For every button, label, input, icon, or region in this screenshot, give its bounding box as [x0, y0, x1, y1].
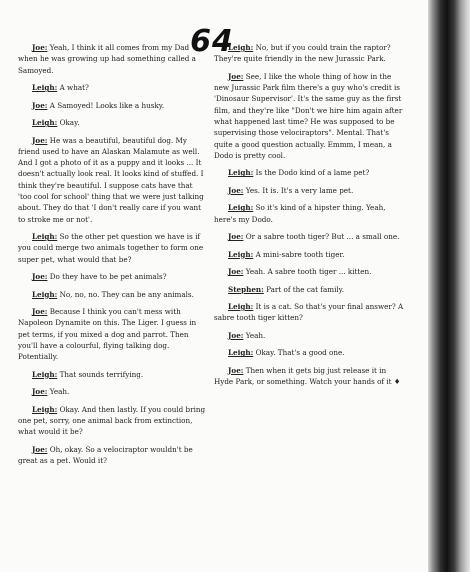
- dialogue-paragraph: [18, 117, 208, 128]
- left-column: [18, 42, 208, 473]
- dialogue-text: That sounds terrifying.: [59, 369, 144, 379]
- dialogue-paragraph: [214, 202, 404, 225]
- dialogue-paragraph: [214, 249, 404, 260]
- dialogue-text: Is the Dodo kind of a lame pet?: [255, 168, 370, 178]
- dialogue-paragraph: [214, 330, 404, 341]
- dialogue-text: Part of the cat family.: [266, 284, 345, 294]
- dialogue-text: Or a sabre tooth tiger? But ... a small one.: [245, 232, 400, 242]
- dialogue-text: Yeah. A sabre tooth tiger ... kitten.: [245, 267, 372, 277]
- speaker-name: Joe:: [228, 232, 244, 242]
- speaker-name: Leigh:: [228, 348, 254, 358]
- speaker-name: Leigh:: [228, 249, 254, 259]
- dialogue-paragraph: [214, 365, 404, 388]
- dialogue-text: Yeah.: [245, 330, 266, 340]
- dialogue-text: No, but if you could train the raptor? They're quite friendly in the new Jurassic Park.: [214, 43, 391, 64]
- speaker-name: Leigh:: [32, 83, 58, 93]
- dialogue-text: Okay. And then lastly. If you could bring one pet, sorry, one animal back from extinction, what would it be?: [18, 404, 206, 437]
- speaker-name: Joe:: [32, 43, 48, 52]
- dialogue-paragraph: [18, 271, 208, 282]
- dialogue-text: Yes. It is. It's a very lame pet.: [245, 185, 354, 195]
- speaker-name: Joe:: [32, 100, 48, 110]
- dialogue-paragraph: [18, 231, 208, 265]
- dialogue-paragraph: [214, 347, 404, 358]
- speaker-name: Stephen:: [228, 284, 264, 294]
- speaker-name: Leigh:: [32, 404, 58, 414]
- dialogue-paragraph: [18, 289, 208, 300]
- speaker-name: Joe:: [32, 272, 48, 282]
- dialogue-paragraph: [18, 306, 208, 362]
- speaker-name: Joe:: [228, 365, 244, 375]
- speaker-name: Leigh:: [32, 289, 58, 299]
- dialogue-text: Okay.: [59, 118, 80, 128]
- speaker-name: Leigh:: [32, 232, 58, 242]
- dialogue-paragraph: [18, 386, 208, 397]
- dialogue-paragraph: [214, 167, 404, 178]
- dialogue-text: It is a cat. So that's your final answer? A sabre tooth tiger kitten?: [214, 302, 404, 323]
- dialogue-text: Do they have to be pet animals?: [49, 272, 167, 282]
- dialogue-text: A what?: [59, 83, 89, 93]
- dialogue-paragraph: [214, 301, 404, 324]
- dialogue-paragraph: [214, 42, 404, 65]
- dialogue-paragraph: [214, 266, 404, 277]
- dialogue-text: So the other pet question we have is if you could merge two animals together to form one super pet, what would that be?: [18, 232, 204, 264]
- speaker-name: Leigh:: [32, 369, 58, 379]
- dialogue-text: A mini-sabre tooth tiger.: [255, 249, 345, 259]
- speaker-name: Leigh:: [228, 302, 254, 312]
- dialogue-paragraph: [214, 284, 404, 295]
- dialogue-paragraph: [214, 185, 404, 196]
- dialogue-text: Okay. That's a good one.: [255, 348, 345, 358]
- dialogue-paragraph: [214, 231, 404, 242]
- page-number: 64: [190, 24, 234, 59]
- speaker-name: Joe:: [228, 267, 244, 277]
- book-spine: [428, 0, 470, 572]
- dialogue-text: Then when it gets big just release it in Hyde Park, or something. Watch your hands of it ♦: [214, 365, 401, 387]
- speaker-name: Joe:: [228, 330, 244, 340]
- dialogue-text: Oh, okay. So a velociraptor wouldn't be great as a pet. Would it?: [18, 444, 193, 466]
- dialogue-text: Yeah, I think it all comes from my Dad when he was growing up had something called a Samoyed.: [18, 43, 196, 75]
- dialogue-paragraph: [18, 369, 208, 380]
- dialogue-paragraph: [18, 82, 208, 93]
- speaker-name: Joe:: [32, 135, 48, 145]
- dialogue-paragraph: [18, 135, 208, 225]
- speaker-name: Joe:: [32, 444, 48, 454]
- dialogue-text: He was a beautiful, beautiful dog. My friend used to have an Alaskan Malamute as well. And I got a photo of it as a puppy and it looks ... It doesn't actually look real. It looks kind of stuffed. I think they're beautiful. I suppose cats have that 'too cool for school' thing that we were just talking about. They do that 'I don't really care if you want to stroke me or not'.: [18, 135, 204, 224]
- speaker-name: Leigh:: [228, 203, 254, 213]
- dialogue-paragraph: [18, 42, 208, 76]
- speaker-name: Joe:: [228, 185, 244, 195]
- speaker-name: Joe:: [32, 307, 48, 317]
- speaker-name: Joe:: [228, 71, 244, 81]
- right-column: [214, 42, 404, 394]
- dialogue-paragraph: [18, 100, 208, 111]
- dialogue-paragraph: [214, 71, 404, 161]
- speaker-name: Joe:: [32, 387, 48, 397]
- speaker-name: Leigh:: [32, 118, 58, 128]
- dialogue-text: No, no, no. They can be any animals.: [59, 289, 194, 299]
- speaker-name: Leigh:: [228, 43, 254, 52]
- dialogue-text: So it's kind of a hipster thing. Yeah, here's my Dodo.: [214, 203, 386, 224]
- speaker-name: Leigh:: [228, 168, 254, 178]
- dialogue-text: Yeah.: [49, 387, 70, 397]
- dialogue-paragraph: [18, 404, 208, 438]
- dialogue-text: A Samoyed! Looks like a husky.: [49, 100, 165, 110]
- dialogue-text: See, I like the whole thing of how in the new Jurassic Park film there's a guy who's credit is 'Dinosaur Supervisor'. It's the same guy as the first film, and they're like "Don't we hire him again after what happened last time? He was supposed to be supervising those velociraptors". Mental. That's quite a good question actually. Emmm, I mean, a Dodo is pretty cool.: [214, 71, 403, 160]
- dialogue-text: Because I think you can't mess with Napoleon Dynamite on this. The Liger. I guess in pet terms, if you mixed a dog and parrot. Then you'll have a colourful, flying talking dog. Potentially.: [18, 307, 197, 362]
- dialogue-paragraph: [18, 444, 208, 467]
